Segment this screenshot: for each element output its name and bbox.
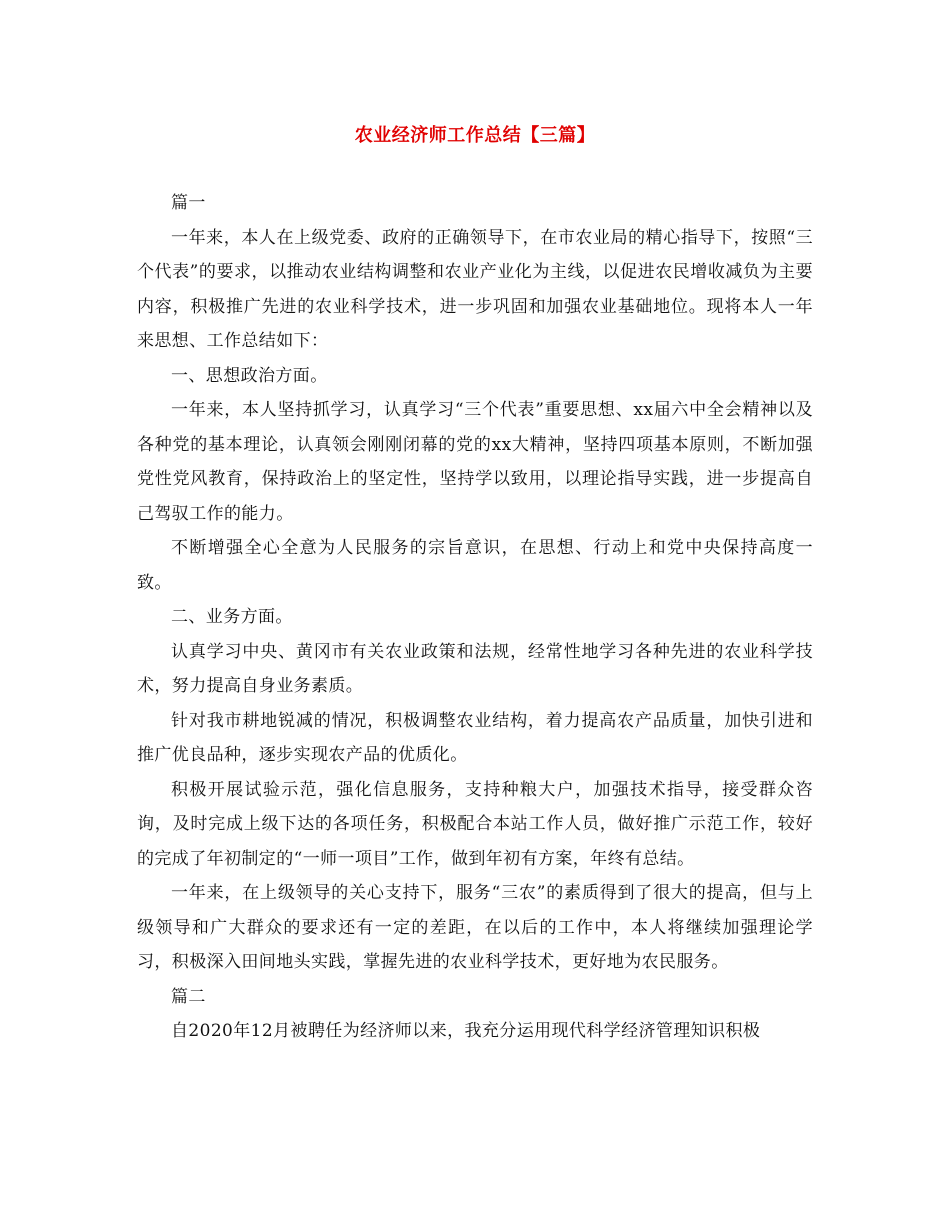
study-paragraph: 认真学习中央、黄冈市有关农业政策和法规，经常性地学习各种先进的农业科学技术，努力提高自身业务素质。 xyxy=(137,641,813,696)
section-heading-ideology: 一、思想政治方面。 xyxy=(171,365,328,386)
document-body xyxy=(137,186,813,1049)
summary-paragraph: 一年来，在上级领导的关心支持下，服务“三农”的素质得到了很大的提高，但与上级领导和广大群众的要求还有一定的差距，在以后的工作中，本人将继续加强理论学习，积极深入田间地头实践，掌握先进的农业科学技术，更好地为农民服务。 xyxy=(137,883,813,972)
section-heading-part-two: 篇二 xyxy=(171,986,206,1007)
section-heading-part-one: 篇一 xyxy=(171,193,206,213)
part-two-paragraph: 自2020年12月被聘任为经济师以来，我充分运用现代科学经济管理知识积极 xyxy=(171,1021,761,1041)
document-title: 农业经济师工作总结【三篇】 xyxy=(354,125,596,146)
ideology-paragraph: 一年来，本人坚持抓学习，认真学习“三个代表”重要思想、xx届六中全会精神以及各种党的基本理论，认真领会刚刚闭幕的党的xx大精神，坚持四项基本原则，不断加强党性党风教育，保持政治上的坚定性，坚持学以致用，以理论指导实践，进一步提高自己驾驭工作的能力。 xyxy=(137,400,813,524)
demonstration-paragraph: 积极开展试验示范，强化信息服务，支持种粮大户，加强技术指导，接受群众咨询，及时完成上级下达的各项任务，积极配合本站工作人员，做好推广示范工作，较好的完成了年初制定的“一师一项目”工作，做到年初有方案，年终有总结。 xyxy=(137,779,813,869)
structure-paragraph: 针对我市耕地锐减的情况，积极调整农业结构，着力提高农产品质量，加快引进和推广优良品种，逐步实现农产品的优质化。 xyxy=(137,710,813,765)
service-paragraph: 不断增强全心全意为人民服务的宗旨意识，在思想、行动上和党中央保持高度一致。 xyxy=(137,538,813,593)
intro-paragraph: 一年来，本人在上级党委、政府的正确领导下，在市农业局的精心指导下，按照“三个代表”的要求，以推动农业结构调整和农业产业化为主线，以促进农民增收减负为主要内容，积极推广先进的农业科学技术，进一步巩固和加强农业基础地位。现将本人一年来思想、工作总结如下： xyxy=(137,227,813,351)
section-heading-business: 二、业务方面。 xyxy=(171,607,293,627)
